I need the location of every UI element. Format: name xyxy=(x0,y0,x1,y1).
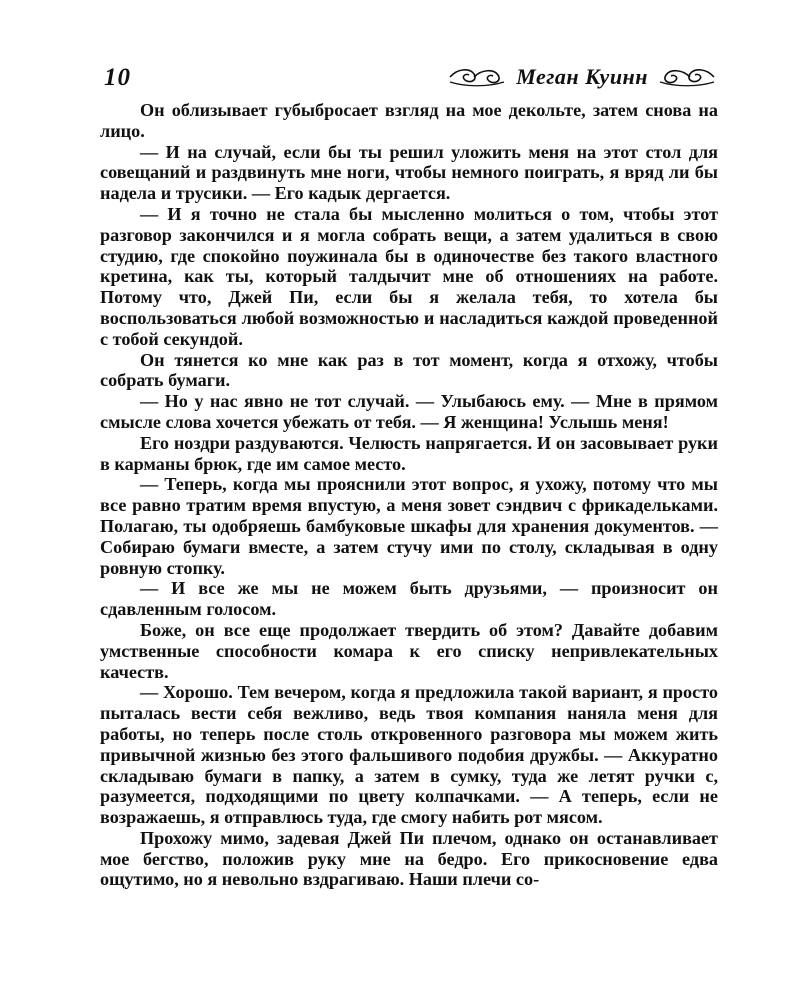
running-head xyxy=(100,60,718,98)
paragraph: Прохожу мимо, задевая Джей Пи плечом, однако он останавливает мое бегство, положив руку мне на бедро. Его прикосновение едва ощутимо, но я невольно вздрагиваю. Наши плечи со- xyxy=(100,827,718,890)
paragraph: — И все же мы не можем быть друзьями, — произносит он сдавленным голосом. xyxy=(100,578,718,620)
paragraph: — И я точно не стала бы мысленно молиться о том, чтобы этот разговор закончился и я могла собрать вещи, а затем удалиться в свою студию, где спокойно поужинала бы в одиночестве без такого властного кретина, как ты, который талдычит мне об отношениях на работе. Потому что, Джей Пи, если бы я желала тебя, то хотела бы воспользоваться любой возможностью и насладиться каждой проведенной с тобой секундой. xyxy=(100,203,718,349)
scroll-ornament-icon xyxy=(658,66,716,88)
author-name: Меган Куинн xyxy=(516,64,648,89)
paragraph: — И на случай, если бы ты решил уложить меня на этот стол для совещаний и раздвинуть мне ноги, чтобы немного поиграть, я вряд ли бы надела и трусики. — Его кадык дергается. xyxy=(100,141,718,204)
paragraph: — Хорошо. Тем вечером, когда я предложила такой вариант, я просто пыталась вести себя вежливо, ведь твоя компания наняла меня для работы, но теперь после столь откровенного разговора мы можем жить привычной жизнью без этого фальшивого подобия дружбы. — Аккуратно складываю бумаги в папку, а затем в сумку, туда же летят ручки с, разумеется, подходящими по цвету колпачками. — А теперь, если не возражаешь, я отправлюсь туда, где смогу набить рот мясом. xyxy=(100,682,718,828)
paragraph: — Теперь, когда мы прояснили этот вопрос, я ухожу, потому что мы все равно тратим время впустую, а меня зовет сэндвич с фрикадельками. Полагаю, ты одобряешь бамбуковые шкафы для хранения документов. — Собираю бумаги вместе, а затем стучу ими по столу, складывая в одну ровную стопку. xyxy=(100,474,718,578)
paragraph: Он тянется ко мне как раз в тот момент, когда я отхожу, чтобы собрать бумаги. xyxy=(100,349,718,391)
page-number: 10 xyxy=(104,64,131,91)
body-text xyxy=(100,100,718,890)
paragraph: Его ноздри раздуваются. Челюсть напрягается. И он засовывает руки в карманы брюк, где им самое место. xyxy=(100,432,718,474)
paragraph: Он облизывает губыбросает взгляд на мое декольте, затем снова на лицо. xyxy=(100,100,718,141)
author-header xyxy=(448,64,716,90)
paragraph: Боже, он все еще продолжает твердить об этом? Давайте добавим умственные способности комара к его списку непривлекательных качеств. xyxy=(100,619,718,682)
scroll-ornament-icon xyxy=(448,66,506,88)
paragraph: — Но у нас явно не тот случай. — Улыбаюсь ему. — Мне в прямом смысле слова хочется убежать от тебя. — Я женщина! Услышь меня! xyxy=(100,391,718,432)
book-page xyxy=(100,60,718,890)
